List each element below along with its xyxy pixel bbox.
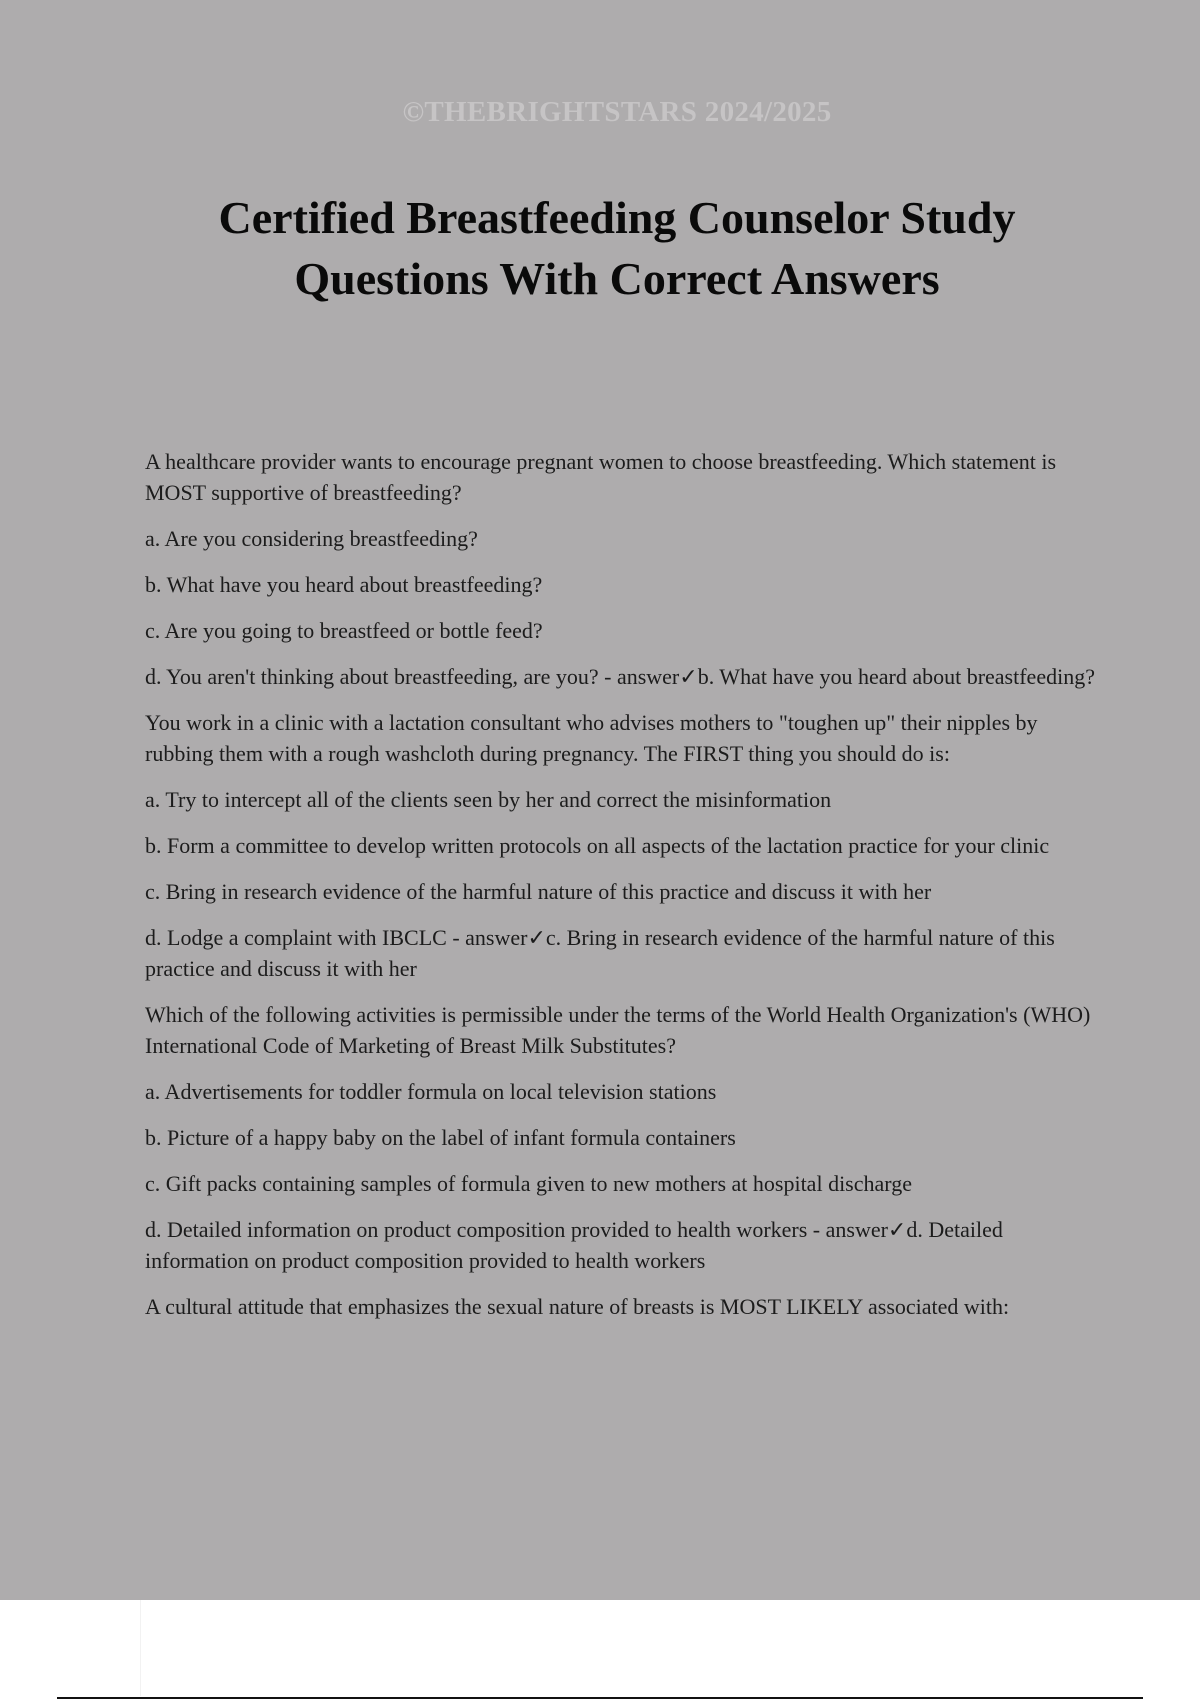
document-body	[145, 446, 1095, 1337]
question-3-option-b: b. Picture of a happy baby on the label of infant formula containers	[145, 1125, 736, 1150]
question-4-stem: A cultural attitude that emphasizes the sexual nature of breasts is MOST LIKELY associated with:	[145, 1294, 1010, 1319]
question-2-option-a: a. Try to intercept all of the clients seen by her and correct the misinformation	[145, 787, 832, 812]
question-1-option-d-answer: d. You aren't thinking about breastfeeding, are you? - answer✓b. What have you heard about breastfeeding?	[145, 664, 1095, 689]
watermark: ©THEBRIGHTSTARS 2024/2025	[402, 96, 832, 128]
title-line-1: Certified Breastfeeding Counselor Study	[218, 192, 1016, 243]
question-3-option-d-answer: d. Detailed information on product composition provided to health workers - answer✓d. Detailed information on product composition provided to health workers	[145, 1217, 1003, 1273]
page-gap-divider	[140, 1600, 141, 1696]
question-1-option-b: b. What have you heard about breastfeeding?	[145, 572, 543, 597]
question-2-option-d-answer: d. Lodge a complaint with IBCLC - answer✓c. Bring in research evidence of the harmful nature of this practice and discuss it with her	[145, 925, 1055, 981]
document-title	[100, 187, 1134, 309]
question-1-option-a: a. Are you considering breastfeeding?	[145, 526, 478, 551]
question-3-stem: Which of the following activities is permissible under the terms of the World Health Organization's (WHO) International Code of Marketing of Breast Milk Substitutes?	[145, 1002, 1091, 1058]
question-2-option-b: b. Form a committee to develop written protocols on all aspects of the lactation practice for your clinic	[145, 833, 1050, 858]
question-2-stem: You work in a clinic with a lactation consultant who advises mothers to "toughen up" their nipples by rubbing them with a rough washcloth during pregnancy. The FIRST thing you should do is:	[145, 710, 1038, 766]
title-line-2: Questions With Correct Answers	[294, 253, 940, 304]
footer-rule	[57, 1697, 1143, 1699]
question-2-option-c: c. Bring in research evidence of the harmful nature of this practice and discuss it with her	[145, 879, 932, 904]
question-1-option-c: c. Are you going to breastfeed or bottle feed?	[145, 618, 543, 643]
question-3-option-c: c. Gift packs containing samples of formula given to new mothers at hospital discharge	[145, 1171, 912, 1196]
question-1-stem: A healthcare provider wants to encourage pregnant women to choose breastfeeding. Which statement is MOST supportive of breastfeeding?	[145, 449, 1057, 505]
question-3-option-a: a. Advertisements for toddler formula on local television stations	[145, 1079, 717, 1104]
